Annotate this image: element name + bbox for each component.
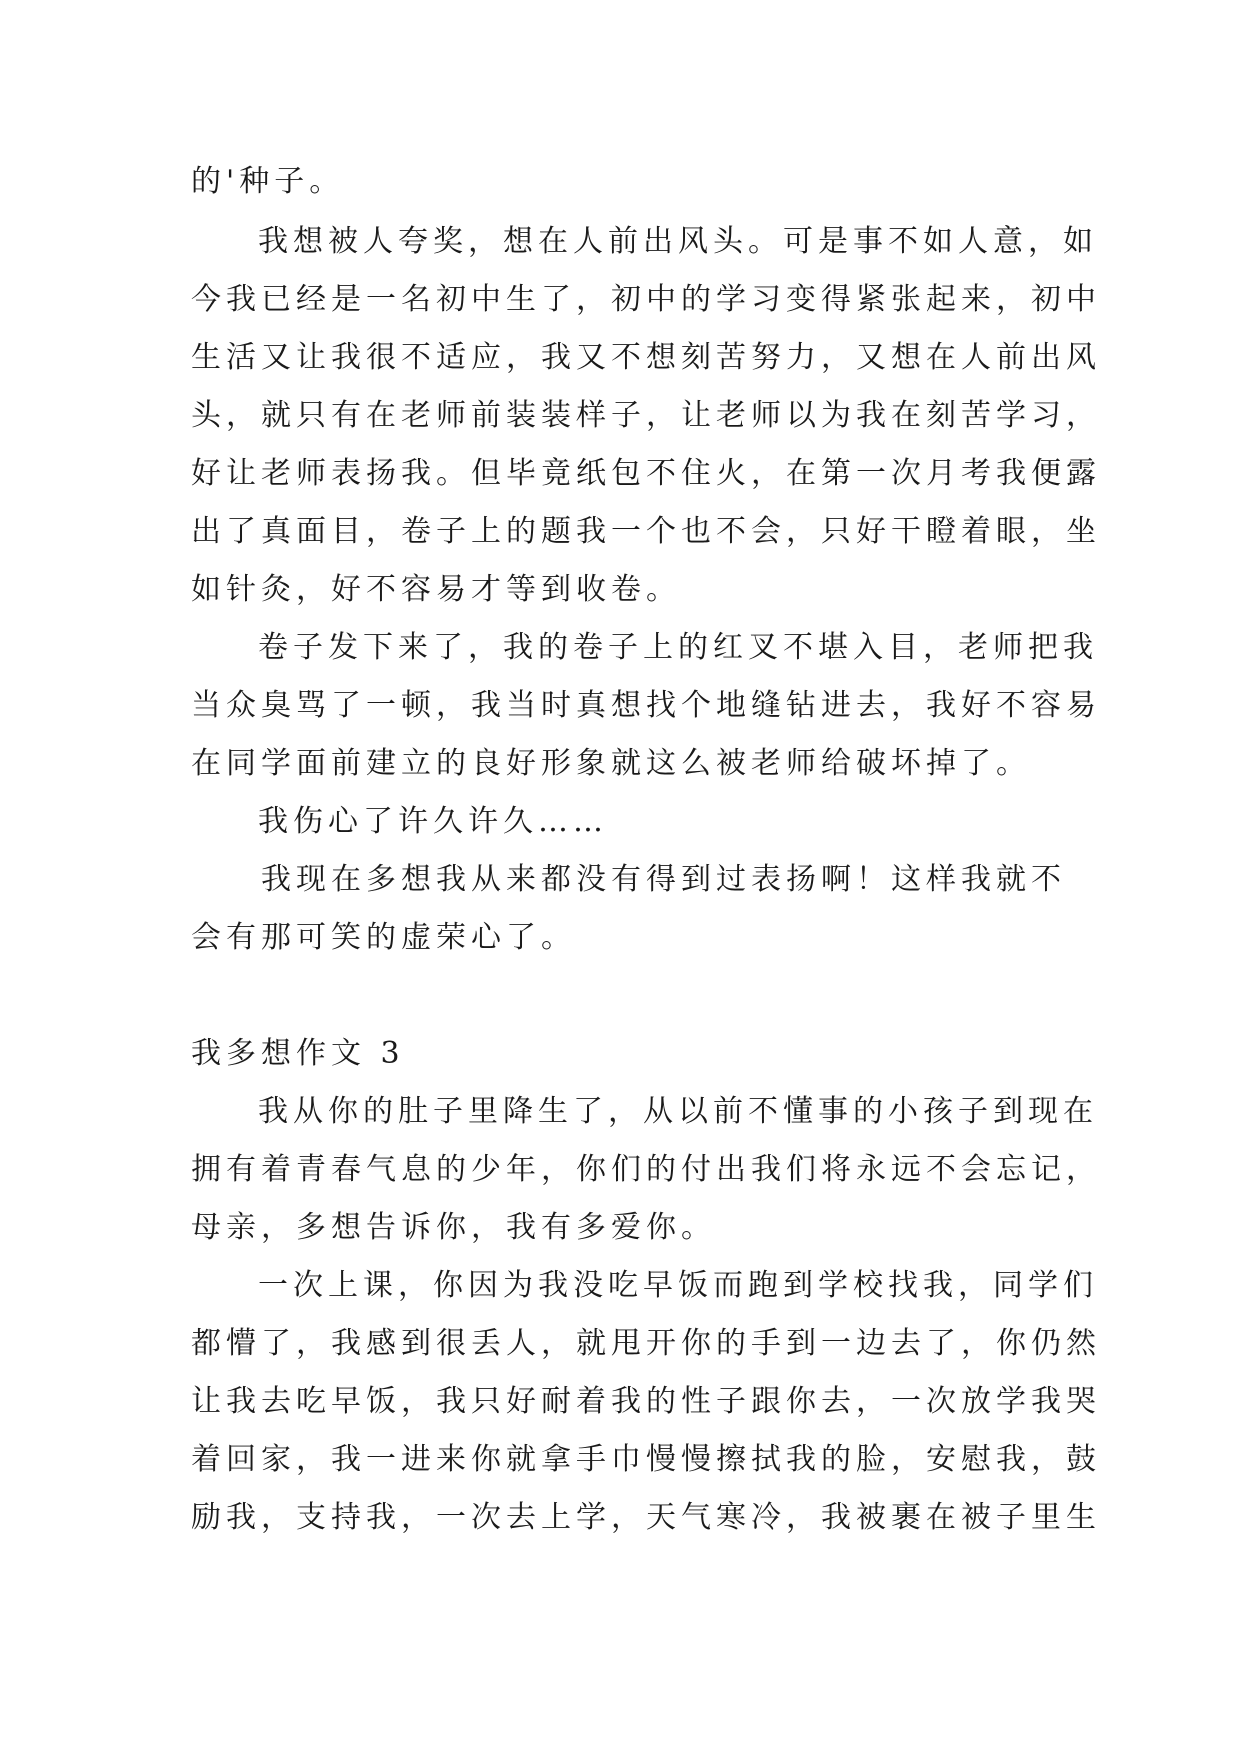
text-line: 让我去吃早饭，我只好耐着我的性子跟你去，一次放学我哭 [191, 1384, 1101, 1419]
text-line: 拥有着青春气息的少年，你们的付出我们将永远不会忘记， [191, 1152, 1101, 1187]
paragraph-first-line: 一次上课，你因为我没吃早饭而跑到学校找我，同学们 [258, 1268, 1098, 1303]
text-line: 在同学面前建立的良好形象就这么被老师给破坏掉了。 [191, 746, 1031, 781]
paragraph-first-line: 我现在多想我从来都没有得到过表扬啊！这样我就不 [261, 862, 1066, 897]
text-line: 会有那可笑的虚荣心了。 [191, 920, 576, 955]
text-line: 着回家，我一进来你就拿手巾慢慢擦拭我的脸，安慰我，鼓 [191, 1442, 1101, 1477]
text-line: 好让老师表扬我。但毕竟纸包不住火，在第一次月考我便露 [191, 456, 1101, 491]
text-line: 都懵了，我感到很丢人，就甩开你的手到一边去了，你仍然 [191, 1326, 1101, 1361]
text-line: 生活又让我很不适应，我又不想刻苦努力，又想在人前出风 [191, 340, 1101, 375]
paragraph-first-line: 我想被人夸奖，想在人前出风头。可是事不如人意，如 [258, 224, 1098, 259]
text-line: 今我已经是一名初中生了，初中的学习变得紧张起来，初中 [191, 282, 1101, 317]
text-line: 头，就只有在老师前装装样子，让老师以为我在刻苦学习， [191, 398, 1101, 433]
paragraph-first-line: 卷子发下来了，我的卷子上的红叉不堪入目，老师把我 [258, 630, 1098, 665]
text-line: 当众臭骂了一顿，我当时真想找个地缝钻进去，我好不容易 [191, 688, 1101, 723]
paragraph-first-line: 我伤心了许久许久…… [258, 804, 608, 839]
text-line: 如针灸，好不容易才等到收卷。 [191, 572, 681, 607]
text-line: 的'种子。 [191, 164, 345, 199]
text-line: 母亲，多想告诉你，我有多爱你。 [191, 1210, 716, 1245]
section-heading: 我多想作文 3 [191, 1036, 405, 1071]
text-line: 出了真面目，卷子上的题我一个也不会，只好干瞪着眼，坐 [191, 514, 1101, 549]
text-line: 励我，支持我，一次去上学，天气寒冷，我被裹在被子里生 [191, 1500, 1101, 1535]
paragraph-first-line: 我从你的肚子里降生了，从以前不懂事的小孩子到现在 [258, 1094, 1098, 1129]
